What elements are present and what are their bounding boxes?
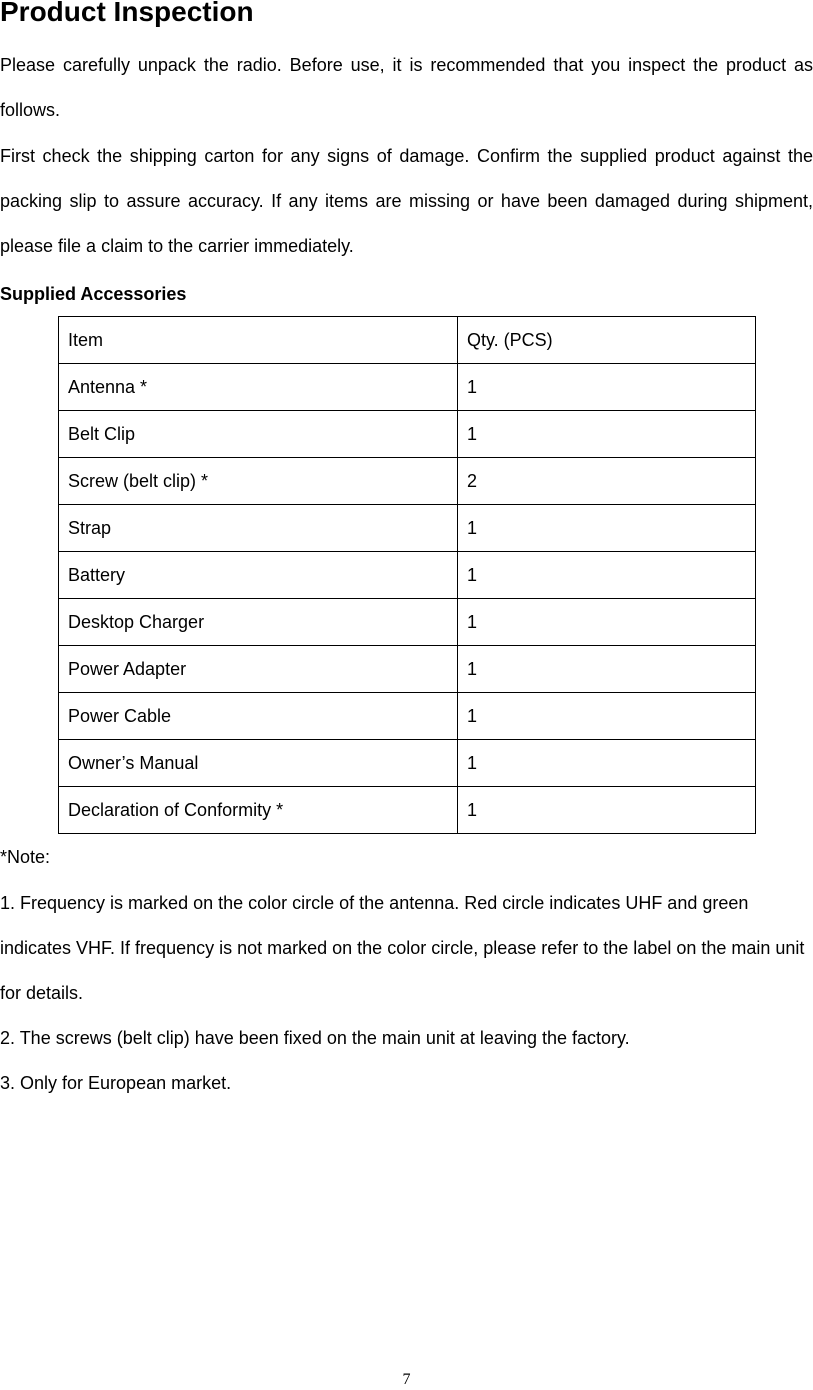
table-row bbox=[59, 364, 756, 411]
intro-paragraph: Please carefully unpack the radio. Before use, it is recommended that you inspect the product as follows. bbox=[0, 55, 813, 120]
table-row bbox=[59, 599, 756, 646]
item-cell: Battery bbox=[59, 552, 458, 599]
qty-cell: 1 bbox=[458, 787, 756, 834]
qty-cell: 1 bbox=[458, 364, 756, 411]
item-cell: Declaration of Conformity * bbox=[59, 787, 458, 834]
item-cell: Antenna * bbox=[59, 364, 458, 411]
qty-cell: 2 bbox=[458, 458, 756, 505]
item-cell: Strap bbox=[59, 505, 458, 552]
note-item: 1. Frequency is marked on the color circle of the antenna. Red circle indicates UHF and green indicates VHF. If frequency is not marked on the color circle, please refer to the label on the main unit for details. bbox=[0, 893, 805, 1003]
table-row bbox=[59, 787, 756, 834]
check-paragraph: First check the shipping carton for any signs of damage. Confirm the supplied product against the packing slip to assure accuracy. If any items are missing or have been damaged during shipment, please file a claim to the carrier immediately. bbox=[0, 146, 813, 256]
qty-cell: 1 bbox=[458, 599, 756, 646]
qty-cell: 1 bbox=[458, 693, 756, 740]
note-item: 3. Only for European market. bbox=[0, 1073, 232, 1093]
table-row bbox=[59, 411, 756, 458]
qty-cell: 1 bbox=[458, 552, 756, 599]
notes-list bbox=[0, 854, 813, 1106]
item-cell: Power Adapter bbox=[59, 646, 458, 693]
table-row bbox=[59, 646, 756, 693]
table-row bbox=[59, 740, 756, 787]
accessories-table bbox=[58, 316, 756, 834]
qty-cell: 1 bbox=[458, 411, 756, 458]
table-row bbox=[59, 693, 756, 740]
column-header-item: Item bbox=[59, 317, 458, 364]
page-number: 7 bbox=[402, 1371, 411, 1388]
qty-cell: 1 bbox=[458, 646, 756, 693]
page-title: Product Inspection bbox=[0, 0, 254, 27]
table-header-row bbox=[59, 317, 756, 364]
table-row bbox=[59, 552, 756, 599]
table-row bbox=[59, 505, 756, 552]
note-title: *Note: bbox=[0, 847, 51, 867]
qty-cell: 1 bbox=[458, 505, 756, 552]
item-cell: Desktop Charger bbox=[59, 599, 458, 646]
accessories-heading: Supplied Accessories bbox=[0, 284, 187, 304]
item-cell: Owner’s Manual bbox=[59, 740, 458, 787]
item-cell: Screw (belt clip) * bbox=[59, 458, 458, 505]
item-cell: Power Cable bbox=[59, 693, 458, 740]
qty-cell: 1 bbox=[458, 740, 756, 787]
table-row bbox=[59, 458, 756, 505]
note-item: 2. The screws (belt clip) have been fixed on the main unit at leaving the factory. bbox=[0, 1028, 630, 1048]
column-header-qty: Qty. (PCS) bbox=[458, 317, 756, 364]
item-cell: Belt Clip bbox=[59, 411, 458, 458]
